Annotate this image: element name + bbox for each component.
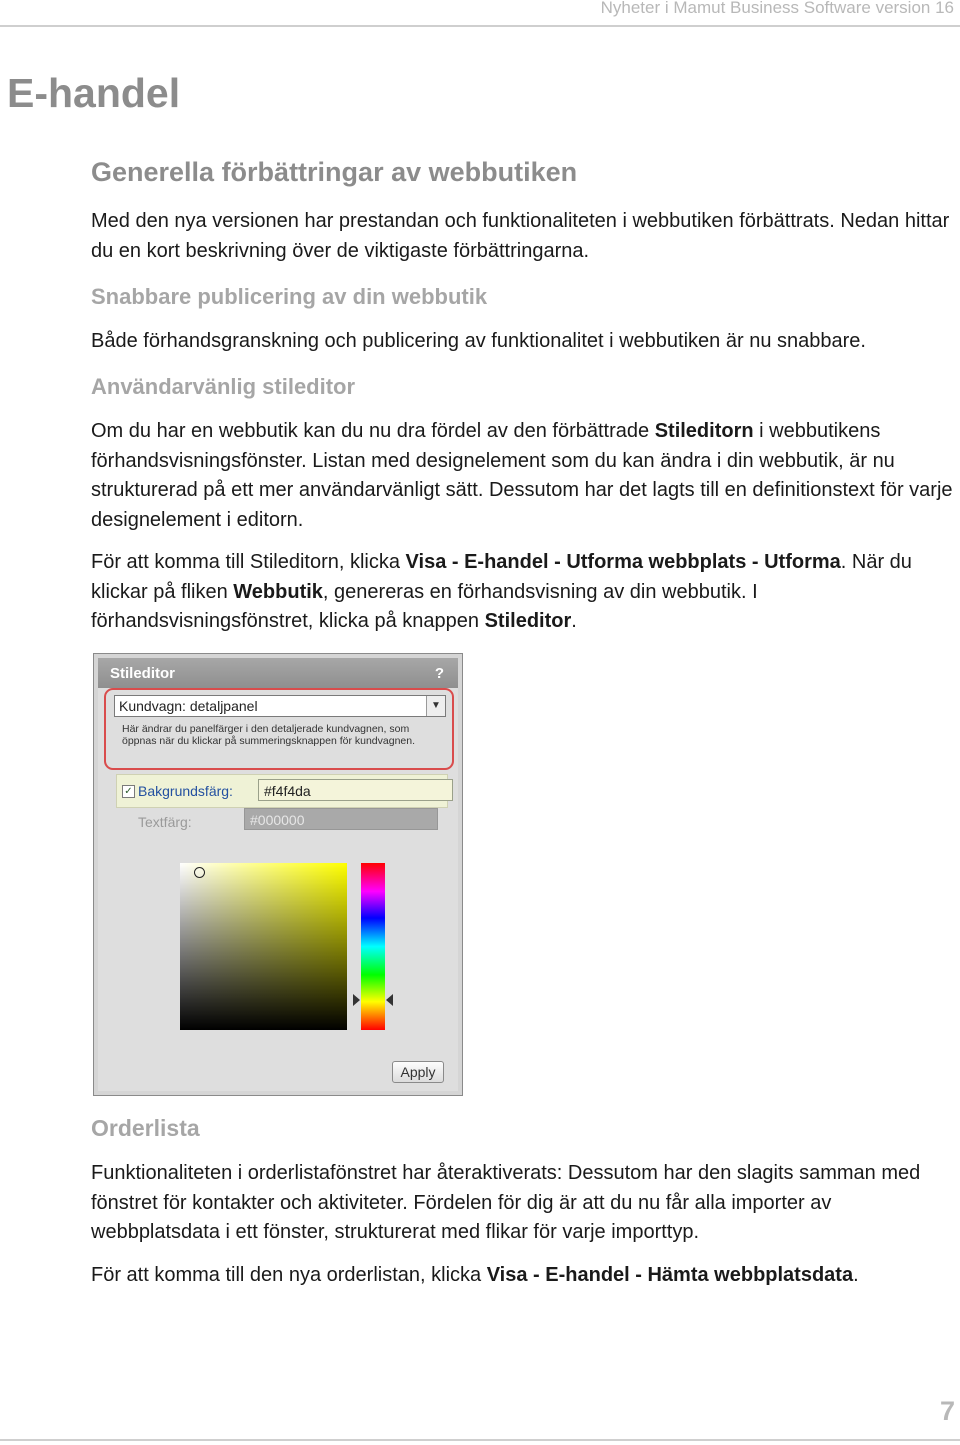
stileditor-titlebar <box>98 658 458 688</box>
stileditor-screenshot <box>93 653 463 1096</box>
color-picker-cursor[interactable] <box>194 867 205 878</box>
header-divider <box>0 25 960 27</box>
stileditor-paragraph-2: För att komma till Stileditorn, klicka Visa - E-handel - Utforma webbplats - Utforma. När du klickar på fliken Webbutik, genereras en förhandsvisning av din webbutik. I förhandsvisningsfönstret, klicka på knappen Stileditor. <box>91 551 912 633</box>
hue-slider-right-handle-icon[interactable] <box>386 994 393 1006</box>
background-color-checkbox[interactable]: ✓ <box>122 785 135 798</box>
footer-divider <box>0 1439 960 1441</box>
subheading-snabbare-publicering: Snabbare publicering av din webbutik <box>91 284 488 309</box>
stileditor-body <box>98 688 458 1091</box>
hue-slider[interactable] <box>361 863 385 1030</box>
publicering-paragraph: Både förhandsgranskning och publicering av funktionalitet i webbutiken är nu snabbare. <box>91 330 866 352</box>
background-color-input[interactable]: #f4f4da <box>258 779 453 801</box>
hue-slider-left-handle-icon[interactable] <box>353 994 360 1006</box>
section-title: Generella förbättringar av webbutiken <box>91 157 578 187</box>
intro-paragraph: Med den nya versionen har prestandan och funktionaliteten i webbutiken förbättrats. Nedan hittar du en kort beskrivning över de viktigaste förbättringarna. <box>91 210 950 262</box>
subheading-stileditor: Användarvänlig stileditor <box>91 374 356 399</box>
page-number: 7 <box>939 1396 955 1426</box>
design-element-select[interactable] <box>114 695 446 717</box>
apply-button[interactable]: Apply <box>392 1061 444 1083</box>
design-element-value: Kundvagn: detaljpanel <box>119 698 258 714</box>
stileditor-title: Stileditor <box>110 665 176 682</box>
chevron-down-icon[interactable]: ▼ <box>426 696 445 716</box>
text-color-label: Textfärg: <box>138 814 192 830</box>
stileditor-paragraph-1: Om du har en webbutik kan du nu dra fördel av den förbättrade Stileditorn i webbutikens förhandsvisningsfönster. Listan med designelement som du kan ändra i din webbutik, är nu strukturerad på ett mer användarvänligt sätt. Dessutom har det lagts till en definitionstext för varje designelement i editorn. <box>91 420 953 531</box>
page-title: E-handel <box>7 70 181 116</box>
subheading-orderlista: Orderlista <box>91 1115 200 1141</box>
background-color-row <box>116 774 448 808</box>
help-button[interactable]: ? <box>434 665 444 682</box>
color-picker-saturation-field[interactable] <box>180 863 347 1030</box>
orderlista-paragraph-1: Funktionaliteten i orderlistafönstret har återaktiverats: Dessutom har den slagits samman med fönstret för kontakter och aktiviteter. Fördelen för dig är att du nu får alla importer av webbplatsdata i ett fönster, strukturerat med flikar för varje importtyp. <box>91 1162 921 1244</box>
text-color-input[interactable]: #000000 <box>244 808 438 830</box>
background-color-label: Bakgrundsfärg: <box>138 783 233 799</box>
design-element-description: Här ändrar du panelfärger i den detaljerade kundvagnen, som öppnas när du klickar på summeringsknappen för kundvagnen. <box>122 723 416 747</box>
orderlista-paragraph-2: För att komma till den nya orderlistan, klicka Visa - E-handel - Hämta webbplatsdata. <box>91 1264 859 1286</box>
running-header: Nyheter i Mamut Business Software version 16 <box>600 0 954 17</box>
